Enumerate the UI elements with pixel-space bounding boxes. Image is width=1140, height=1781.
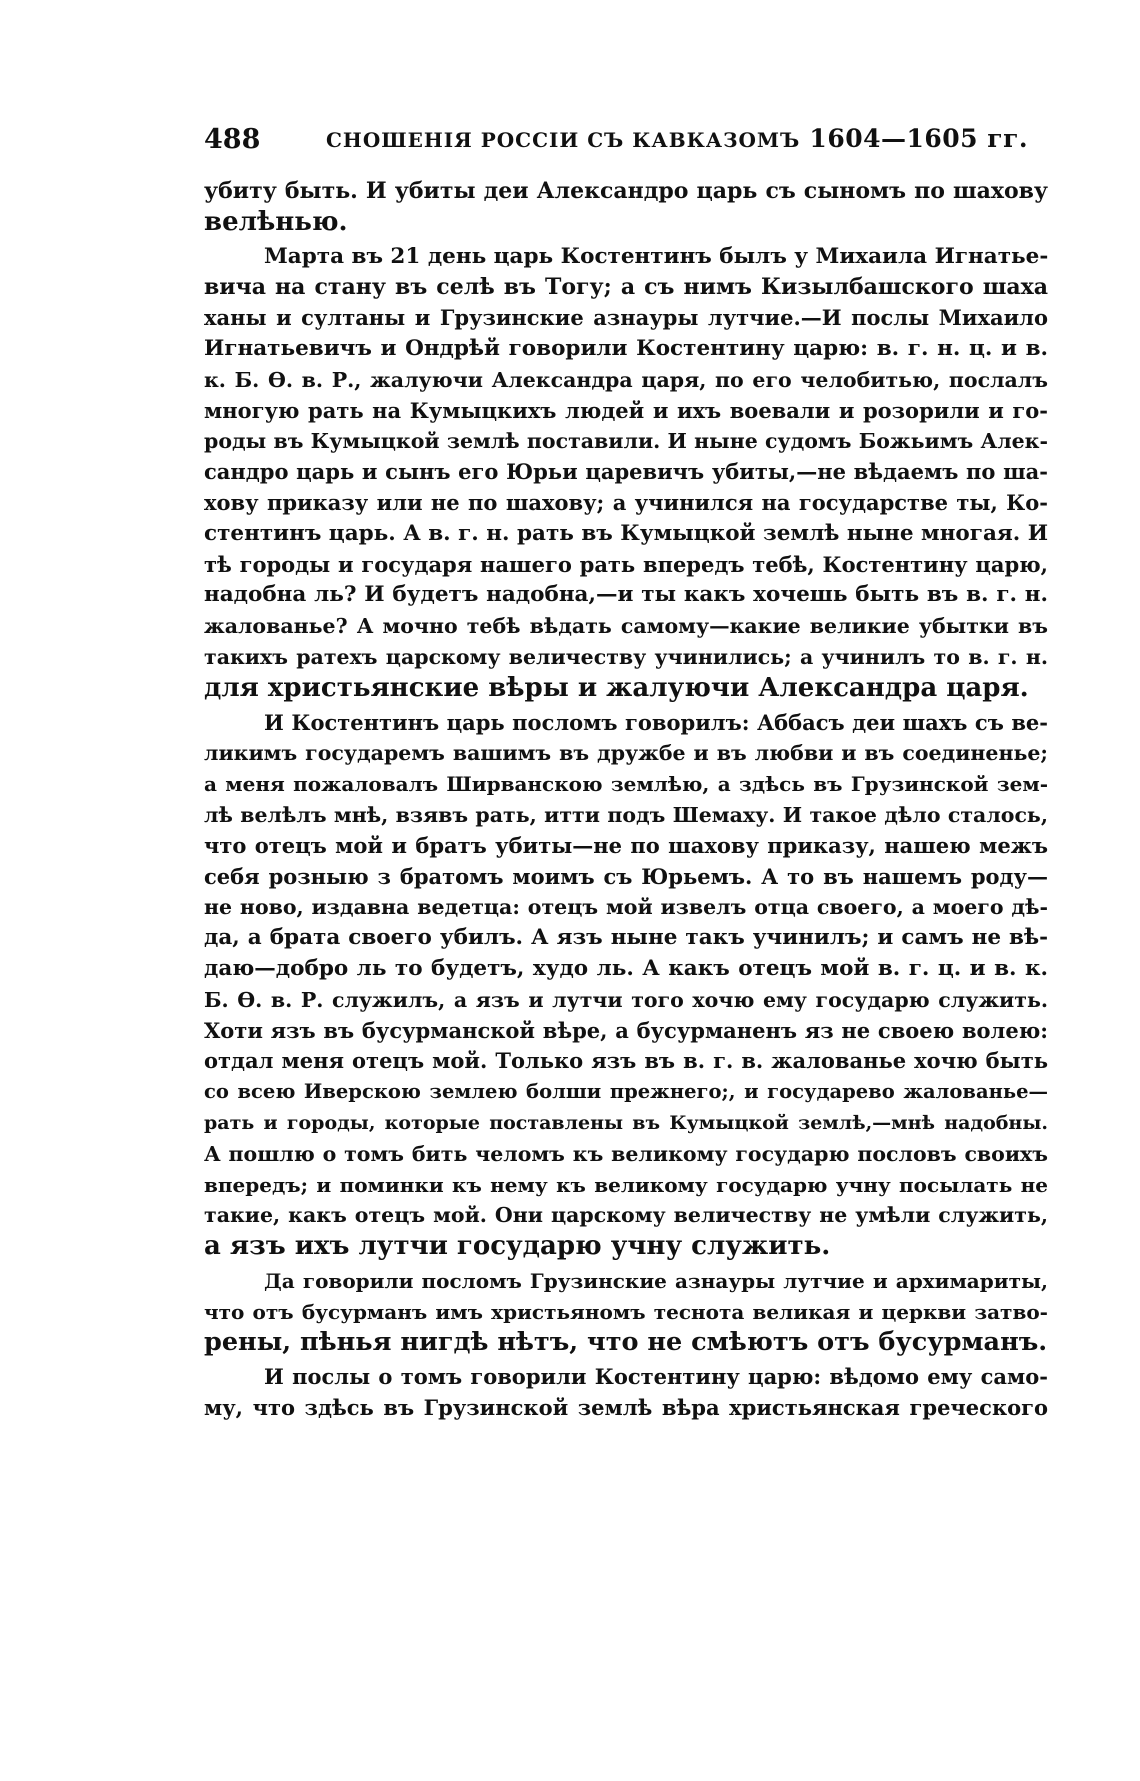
page-number: 488 [204,124,261,155]
text-line: к. Б. Ѳ. в. Р., жалуючи Александра царя, по его челобитью, послалъ [204,367,1048,392]
text-line: впередъ; и поминки къ нему къ великому государю учну посылать не [204,1172,1048,1197]
text-line: хову приказу или не по шахову; а учинился на государстве ты, Ко- [204,489,1048,515]
text-line: да, а брата своего убилъ. А язъ ныне такъ учинилъ; и самъ не вѣ- [204,925,1048,951]
text-line: роды въ Кумыцкой землѣ поставили. И ныне судомъ Божьимъ Алек- [204,429,1048,454]
paragraph-first-line: Да говорили посломъ Грузинские азнауры лутчие и архимариты, [264,1268,1048,1293]
text-line: му, что здѣсь въ Грузинской землѣ вѣра христьянская греческого [204,1395,1048,1421]
paragraph-first-line: И послы о томъ говорили Костентину царю: вѣдомо ему само- [264,1364,1048,1390]
paragraph-first-line: Марта въ 21 день царь Костентинъ былъ у Михаила Игнатье- [264,243,1049,269]
text-line: со всею Иверскою землею болши прежнего;, и государево жалованье— [204,1080,1048,1104]
text-line: ликимъ государемъ вашимъ въ дружбе и въ любви и въ соединенье; [204,741,1048,766]
text-line: не ново, издавна ведетца: отецъ мой извелъ отца своего, а моего дѣ- [204,895,1048,920]
text-line: тѣ городы и государя нашего рать впередъ тебѣ, Костентину царю, [204,551,1048,577]
text-line: надобна ль? И будетъ надобна,—и ты какъ хочешь быть въ в. г. н. [204,582,1048,608]
text-line: лѣ велѣлъ мнѣ, взявъ рать, итти подъ Шемаху. И такое дѣло сталось, [204,802,1048,827]
text-line: многую рать на Кумыцкихъ людей и ихъ воевали и розорили и го- [204,397,1048,423]
text-line: Б. Ѳ. в. Р. служилъ, а язъ и лутчи того хочю ему государю служить. [204,987,1048,1012]
text-line: велѣнью. [204,206,348,237]
text-line: а язъ ихъ лутчи государю учну служить. [204,1231,831,1262]
text-line: рены, пѣнья нигдѣ нѣтъ, что не смѣютъ отъ бусурманъ. [204,1327,1048,1358]
text-line: что отецъ мой и братъ убиты—не по шахову приказу, нашею межъ [204,832,1048,858]
page-header [204,124,1054,164]
text-line: стентинъ царь. А в. г. н. рать въ Кумыцкой землѣ ныне многая. И [204,520,1049,546]
text-line: жалованье? А мочно тебѣ вѣдать самому—какие великие убытки въ [204,614,1048,639]
text-line: отдал меня отецъ мой. Только язъ въ в. г. в. жалованье хочю быть [204,1048,1048,1074]
text-line: убиту быть. И убиты деи Александро царь съ сыномъ по шахову [204,178,1048,204]
text-line: такие, какъ отецъ мой. Они царскому величеству не умѣли служить, [204,1203,1048,1228]
running-title-text: СНОШЕНІЯ РОССІИ СЪ КАВКАЗОМЪ [326,128,801,152]
body-text [204,176,1048,1424]
running-title-years: 1604—1605 гг. [809,124,1029,153]
text-line: А пошлю о томъ бить челомъ къ великому государю пословъ своихъ [204,1141,1048,1166]
running-title [326,124,1028,153]
text-line: Хоти язъ въ бусурманской вѣре, а бусурманенъ яз не своею волею: [204,1017,1048,1043]
text-line: рать и городы, которые поставлены въ Кумыцкой землѣ,—мнѣ надобны. [204,1111,1048,1134]
text-line: а меня пожаловалъ Ширванскою землѣю, а здѣсь въ Грузинской зем- [204,772,1048,797]
text-line: такихъ ратехъ царскому величеству учинились; а учинилъ то в. г. н. [204,644,1048,669]
text-line: себя розныю з братомъ моимъ съ Юрьемъ. А то въ нашемъ роду— [204,863,1048,889]
paragraph-first-line: И Костентинъ царь посломъ говорилъ: Аббасъ деи шахъ съ ве- [264,709,1048,735]
text-line: сандро царь и сынъ его Юрьи царевичъ убиты,—не вѣдаемъ по ша- [204,459,1048,485]
text-line: Игнатьевичъ и Ондрѣй говорили Костентину царю: в. г. н. ц. и в. [204,335,1048,361]
text-line: что отъ бусурманъ имъ христьяномъ теснота великая и церкви затво- [204,1299,1048,1324]
text-line: даю—добро ль то будетъ, худо ль. А какъ отецъ мой в. г. ц. и в. к. [204,955,1048,981]
text-line: вича на стану въ селѣ въ Тогу; а съ нимъ Кизылбашского шаха [204,274,1048,301]
text-line: ханы и султаны и Грузинские азнауры лутчие.—И послы Михаило [204,305,1048,331]
text-line: для христьянские вѣры и жалуючи Александра царя. [204,672,1029,703]
